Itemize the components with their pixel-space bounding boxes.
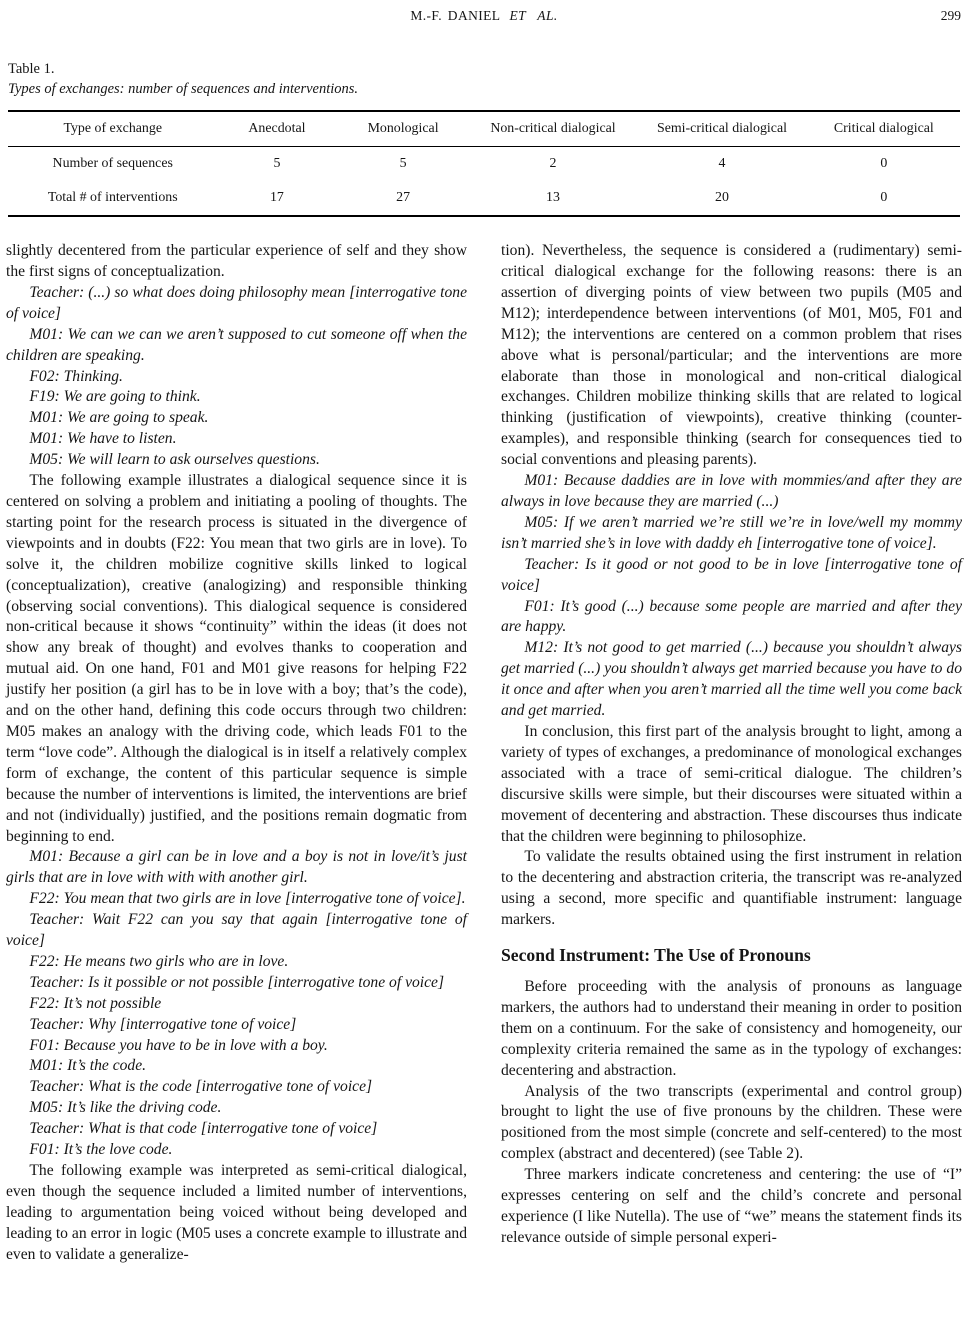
dialogue-line: M01: It’s the code.: [29, 1057, 147, 1075]
dialogue-line: M05: If we aren’t married we’re still we’re in love/well my mommy isn’t married she’s in love with daddy eh [interrogative tone of voice].: [501, 513, 962, 552]
paragraph: slightly decentered from the particular experience of self and they show the first signs of conceptualization.: [6, 242, 467, 281]
running-title-authors: M.-F. DANIEL: [410, 8, 501, 23]
column-left: [6, 241, 467, 1265]
table-label: Table 1.: [8, 61, 55, 77]
dialogue-line: M12: It’s not good to get married (...) because you shouldn’t always get married (...) you shouldn’t always get married because you have to do it once and after when you aren’t married all the time well you come back and get married.: [501, 639, 962, 720]
table-cell: 2: [549, 156, 557, 172]
paragraph: Analysis of the two transcripts (experimental and control group) brought to light the use of five pronouns by the children. These were positioned from the most simple (concrete and self-centered) to the most complex (abstract and decentered) (see Table 2).: [501, 1082, 962, 1163]
dialogue-line: F01: Because you have to be in love with a boy.: [29, 1036, 328, 1054]
table-1: [8, 110, 960, 217]
table-cell: 0: [880, 190, 888, 206]
running-head: [5, 8, 963, 24]
dialogue-line: M01: Because daddies are in love with mommies/and after they are always in love because they are married (...): [501, 472, 962, 510]
column-right: [501, 241, 962, 1265]
dialogue-line: F02: Thinking.: [29, 367, 123, 385]
dialogue-line: F22: You mean that two girls are in love [interrogative tone of voice].: [29, 890, 466, 908]
table-header-row: [8, 111, 960, 147]
table-cell: 0: [880, 156, 888, 172]
dialogue-line: F01: It’s good (...) because some people are married and after they are happy.: [501, 597, 962, 636]
running-title-etal: ET AL.: [509, 8, 558, 23]
dialogue-line: Teacher: Why [interrogative tone of voice]: [29, 1015, 297, 1033]
table-cell: 20: [715, 190, 729, 206]
table-body: [8, 147, 960, 217]
paragraph: Three markers indicate concreteness and centering: the use of “I” expresses centering on self and the child’s concrete and personal experience (I like Nutella). The use of “we” means the statement finds its relevance outside of simple personal experi-: [501, 1166, 962, 1246]
dialogue-line: M01: We can we can we aren’t supposed to cut someone off when the children are speaking.: [6, 325, 467, 364]
table-cell: 5: [273, 156, 281, 172]
dialogue-line: F19: We are going to think.: [29, 388, 201, 406]
paragraph: The following example illustrates a dialogical sequence since it is centered on solving a problem and initiating a pooling of thoughts. The starting point for the research process is situated in the divergence of viewpoints and in doubts (F22: You mean that two girls are in love). To solve it, the children mobilize cognitive skills linked to logical (conceptualization), creative (analogizing) and responsible thinking (observing social conventions). This dialogical sequence is considered non-critical because it shows “continuity” within the ideas (it does not show any break of thought) and evolves thanks to cooperation and mutual aid. On one hand, F01 and M01 give reasons for helping F22 justify her position (a girl has to be in love with a boy; that’s the code), and on the other hand, defining this code occurs through two children: M05 makes an analogy with the driving code, which leads F01 to the term “love code”. Although the dialogical is in itself a relatively complex form of exchange, the content of this particular sequence is simple because the number of interventions is limited, the interventions are brief and not (individually) justified, and the positions remain dogmatic from beginning to end.: [6, 472, 467, 845]
table-cell: 5: [399, 156, 407, 172]
paragraph: To validate the results obtained using the first instrument in relation to the decentering and abstraction criteria, the transcript was re-analyzed using a second, more specific and quantifiable instrument: language markers.: [501, 848, 962, 929]
page-number: 299: [940, 8, 961, 23]
dialogue-line: Teacher: (...) so what does doing philosophy mean [interrogative tone of voice]: [6, 283, 467, 322]
table-1-block: [5, 60, 963, 217]
dialogue-line: M01: We are going to speak.: [29, 409, 209, 427]
column-header: Type of exchange: [63, 121, 162, 137]
paragraph: Before proceeding with the analysis of pronouns as language markers, the authors had to understand their meaning in order to position them on a continuum. For the sake of consistency and homogeneity, our complexity criteria remained the same as in the typology of exchanges: decentering and abstraction.: [501, 978, 962, 1079]
table-cell: 4: [718, 156, 726, 172]
row-label: Number of sequences: [52, 156, 173, 172]
table-cell: 27: [396, 190, 411, 206]
column-header: Anecdotal: [248, 121, 306, 137]
dialogue-line: Teacher: What is the code [interrogative tone of voice]: [29, 1078, 373, 1096]
column-header: Critical dialogical: [833, 121, 934, 137]
dialogue-line: F01: It’s the love code.: [29, 1141, 173, 1159]
dialogue-line: M01: Because a girl can be in love and a boy is not in love/it’s just girls that are in love with with with another girl.: [6, 848, 467, 887]
section-heading: Second Instrument: The Use of Pronouns: [501, 945, 811, 966]
column-header: Monological: [367, 121, 439, 137]
row-label: Total # of interventions: [47, 190, 178, 206]
dialogue-line: M01: We have to listen.: [29, 430, 177, 448]
dialogue-line: F22: He means two girls who are in love.: [29, 952, 289, 970]
table-cell: 13: [546, 190, 560, 206]
dialogue-line: F22: It’s not possible: [29, 994, 162, 1012]
dialogue-line: Teacher: Is it good or not good to be in love [interrogative tone of voice]: [501, 555, 962, 594]
table-row: [8, 181, 960, 216]
dialogue-line: Teacher: What is that code [interrogative tone of voice]: [29, 1120, 378, 1138]
article-body: [5, 241, 963, 1265]
dialogue-line: M05: It’s like the driving code.: [29, 1099, 222, 1117]
dialogue-line: Teacher: Is it possible or not possible [interrogative tone of voice]: [29, 973, 445, 991]
column-header: Semi-critical dialogical: [656, 121, 787, 137]
dialogue-line: Teacher: Wait F22 can you say that again [interrogative tone of voice]: [6, 911, 467, 950]
paragraph: The following example was interpreted as semi-critical dialogical, even though the sequence included a limited number of interventions, leading to argumentation being voiced without being developed and leading to an error in logic (M05 uses a concrete example to illustrate and even to validate a generalize-: [6, 1162, 467, 1263]
running-title: [410, 8, 557, 24]
paragraph: In conclusion, this first part of the analysis brought to light, among a variety of types of exchanges, a predominance of monological exchanges associated with a trace of semi-critical dialogue. The children’s discursive skills were simple, but their discourses were situated within a movement of decentering and abstraction. These discourses thus indicate that the children were beginning to philosophize.: [501, 722, 962, 845]
table-cell: 17: [269, 190, 284, 206]
table-caption: Types of exchanges: number of sequences and interventions.: [8, 80, 359, 97]
dialogue-line: M05: We will learn to ask ourselves questions.: [29, 451, 320, 469]
paragraph: tion). Nevertheless, the sequence is considered a (rudimentary) semi-critical dialogical exchange for the following reasons: there is an assertion of diverging points of view between two pupils (M05 and M12); interdependence between interventions (of M01, M05, F01 and M12); the interventions are centered on a common problem that rises above what is personal/particular; and the interventions are more elaborate than those in monological and non-critical dialogical exchanges. Children mobilize thinking skills that are related to logical thinking (justification of viewpoints), creative thinking (counter-examples), and responsible thinking (search for consequences tied to social conventions and pleasing parents).: [501, 242, 962, 469]
column-header: Non-critical dialogical: [490, 121, 616, 137]
table-row: [8, 147, 960, 182]
